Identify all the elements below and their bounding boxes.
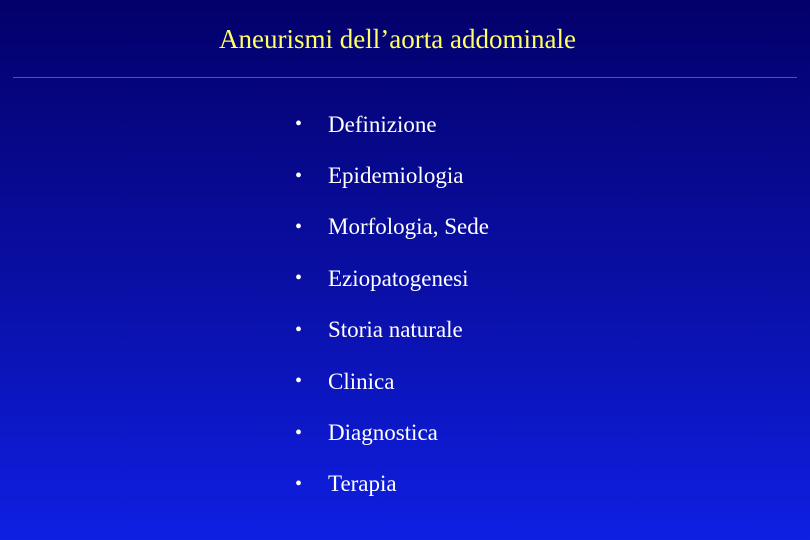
bullet-text: Eziopatogenesi: [328, 265, 469, 291]
bullet-list: [295, 99, 489, 510]
bullet-icon: •: [295, 267, 303, 290]
bullet-item: [295, 459, 489, 510]
bullet-item: [295, 407, 489, 458]
bullet-icon: •: [295, 472, 303, 495]
bullet-item: [295, 150, 489, 201]
bullet-item: [295, 202, 489, 253]
bullet-icon: •: [295, 164, 303, 187]
bullet-item: [295, 356, 489, 407]
bullet-icon: •: [295, 421, 303, 444]
bullet-text: Clinica: [328, 368, 395, 394]
bullet-icon: •: [295, 370, 303, 393]
bullet-text: Morfologia, Sede: [328, 214, 489, 240]
slide-title: Aneurismi dell’aorta addominale: [219, 24, 576, 54]
bullet-text: Terapia: [328, 471, 397, 497]
bullet-item: [295, 99, 489, 150]
title-divider: [13, 77, 797, 78]
bullet-icon: •: [295, 215, 303, 238]
bullet-icon: •: [295, 318, 303, 341]
bullet-text: Storia naturale: [328, 317, 463, 343]
bullet-text: Epidemiologia: [328, 163, 464, 189]
bullet-text: Definizione: [328, 111, 437, 137]
bullet-text: Diagnostica: [328, 420, 438, 446]
bullet-icon: •: [295, 113, 303, 136]
bullet-item: [295, 253, 489, 304]
bullet-item: [295, 305, 489, 356]
